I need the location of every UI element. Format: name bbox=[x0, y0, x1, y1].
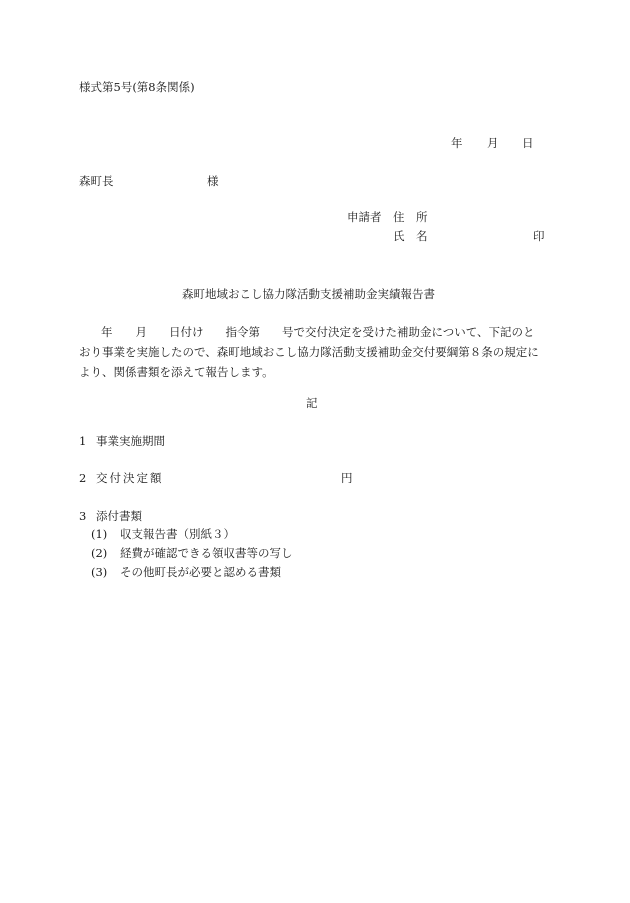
attachment-number: (2) bbox=[91, 546, 108, 560]
date-month-label: 月 bbox=[487, 136, 499, 150]
body-date-suffix: 日付け bbox=[169, 325, 204, 339]
address-label: 住 所 bbox=[393, 210, 428, 224]
body-paragraph bbox=[79, 322, 547, 382]
body-month: 月 bbox=[135, 325, 147, 339]
addressee-name: 森町長 bbox=[79, 174, 114, 188]
document-title: 森町地域おこし協力隊活動支援補助金実績報告書 bbox=[182, 287, 435, 301]
attachment-number: (1) bbox=[91, 527, 108, 541]
item-label: 事業実施期間 bbox=[96, 434, 165, 448]
item-number: 2 bbox=[79, 471, 87, 485]
body-line-1 bbox=[79, 322, 547, 342]
attachment-label: その他町長が必要と認める書類 bbox=[120, 565, 281, 579]
seal-mark: 印 bbox=[533, 229, 545, 243]
body-year: 年 bbox=[101, 325, 113, 339]
name-label: 氏 名 bbox=[393, 229, 428, 243]
body-line-3: より、関係書類を添えて報告します。 bbox=[79, 365, 274, 379]
item-label: 添付書類 bbox=[96, 509, 142, 523]
item-label: 交付決定額 bbox=[96, 471, 164, 485]
body-line-2: おり事業を実施したので、森町地域おこし協力隊活動支援補助金交付要綱第８条の規定に bbox=[79, 345, 539, 359]
attachment-number: (3) bbox=[91, 565, 108, 579]
item-number: 3 bbox=[79, 509, 87, 523]
form-id: 様式第5号(第8条関係) bbox=[79, 80, 195, 94]
attachment-label: 収支報告書（別紙３） bbox=[120, 527, 235, 541]
date-year-label: 年 bbox=[451, 136, 463, 150]
addressee-honorific: 様 bbox=[207, 174, 219, 188]
date-day-label: 日 bbox=[522, 136, 534, 150]
attachment-label: 経費が確認できる領収書等の写し bbox=[120, 546, 293, 560]
item-unit: 円 bbox=[341, 471, 353, 485]
applicant-label: 申請者 bbox=[347, 210, 382, 224]
item-number: 1 bbox=[79, 434, 87, 448]
body-line-1-rest: 号で交付決定を受けた補助金について、下記のと bbox=[282, 325, 535, 339]
body-ref: 指令第 bbox=[225, 325, 260, 339]
ki-heading: 記 bbox=[306, 396, 318, 410]
